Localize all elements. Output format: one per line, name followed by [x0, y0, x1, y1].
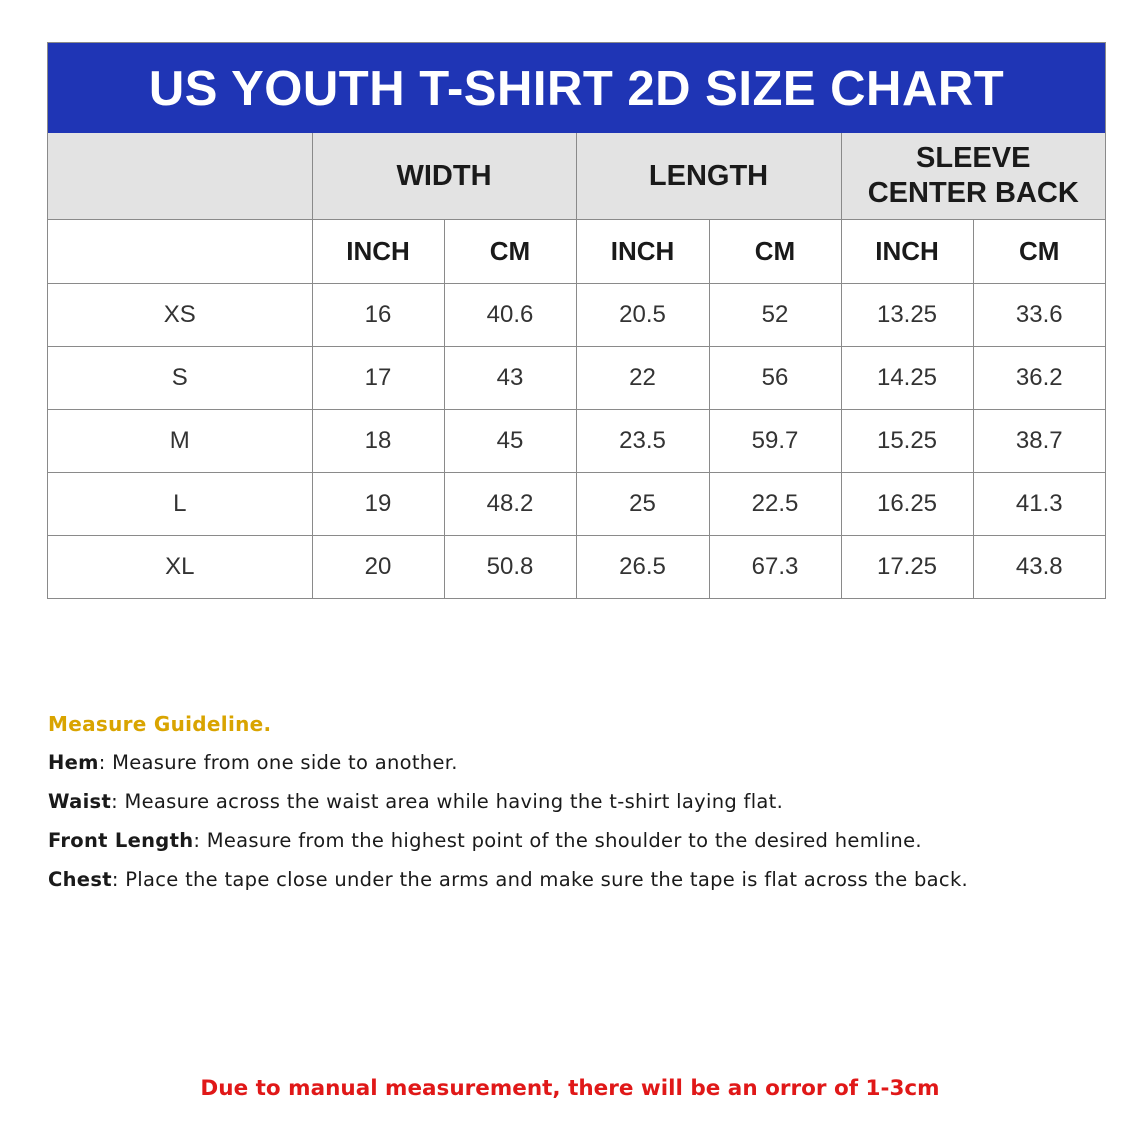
- table-cell: 33.6: [973, 284, 1105, 347]
- guideline-term: Waist: [48, 790, 112, 813]
- table-cell: 14.25: [841, 347, 973, 410]
- table-cell: 43.8: [973, 536, 1105, 599]
- table-cell: 45: [444, 410, 576, 473]
- group-header-width: WIDTH: [312, 133, 576, 220]
- table-row: [48, 536, 1105, 599]
- guideline-text: : Measure from one side to another.: [98, 751, 458, 774]
- guideline-item-hem: [48, 750, 1118, 789]
- unit-header: INCH: [841, 220, 973, 284]
- guideline-text: : Measure from the highest point of the shoulder to the desired hemline.: [193, 829, 922, 852]
- guideline-item-waist: [48, 789, 1118, 828]
- group-header-row: [48, 133, 1105, 220]
- table-cell: 59.7: [709, 410, 841, 473]
- group-header-sleeve: SLEEVE CENTER BACK: [841, 133, 1105, 220]
- measurement-error-note: Due to manual measurement, there will be an orror of 1-3cm: [200, 1076, 940, 1101]
- table-cell: 56: [709, 347, 841, 410]
- table-row: [48, 410, 1105, 473]
- table-cell: 20.5: [576, 284, 709, 347]
- guideline-term: Front Length: [48, 829, 194, 852]
- unit-header: INCH: [576, 220, 709, 284]
- table-cell: 17: [312, 347, 444, 410]
- table-cell: 16: [312, 284, 444, 347]
- chart-title: US YOUTH T-SHIRT 2D SIZE CHART: [48, 43, 1105, 133]
- unit-header: CM: [444, 220, 576, 284]
- table-cell: 52: [709, 284, 841, 347]
- table-cell: 40.6: [444, 284, 576, 347]
- unit-corner-cell: [48, 220, 312, 284]
- table-cell: 19: [312, 473, 444, 536]
- table-cell: 26.5: [576, 536, 709, 599]
- unit-header: CM: [709, 220, 841, 284]
- size-label: L: [48, 473, 312, 536]
- table-cell: 25: [576, 473, 709, 536]
- table-cell: 23.5: [576, 410, 709, 473]
- size-label: S: [48, 347, 312, 410]
- guideline-term: Hem: [48, 751, 99, 774]
- guideline-term: Chest: [48, 868, 112, 891]
- size-label: M: [48, 410, 312, 473]
- guideline-item-front-length: [48, 828, 1118, 867]
- table-cell: 41.3: [973, 473, 1105, 536]
- table-row: [48, 473, 1105, 536]
- table-cell: 18: [312, 410, 444, 473]
- size-label: XS: [48, 284, 312, 347]
- table-cell: 43: [444, 347, 576, 410]
- table-cell: 67.3: [709, 536, 841, 599]
- table-cell: 50.8: [444, 536, 576, 599]
- group-header-length: LENGTH: [576, 133, 841, 220]
- unit-header-row: [48, 220, 1105, 284]
- size-label: XL: [48, 536, 312, 599]
- table-row: [48, 347, 1105, 410]
- header-corner-cell: [48, 133, 312, 220]
- guideline-text: : Place the tape close under the arms and make sure the tape is flat across the back.: [111, 868, 969, 891]
- guideline-item-chest: [48, 867, 1118, 906]
- table-cell: 48.2: [444, 473, 576, 536]
- table-row: [48, 284, 1105, 347]
- unit-header: INCH: [312, 220, 444, 284]
- table-cell: 22.5: [709, 473, 841, 536]
- table-cell: 17.25: [841, 536, 973, 599]
- size-chart: [47, 42, 1106, 599]
- measure-guideline: [48, 712, 1118, 906]
- table-cell: 22: [576, 347, 709, 410]
- size-table: [48, 133, 1105, 598]
- table-cell: 15.25: [841, 410, 973, 473]
- unit-header: CM: [973, 220, 1105, 284]
- table-cell: 16.25: [841, 473, 973, 536]
- table-cell: 13.25: [841, 284, 973, 347]
- guideline-text: : Measure across the waist area while having the t-shirt laying flat.: [111, 790, 784, 813]
- table-cell: 36.2: [973, 347, 1105, 410]
- table-cell: 20: [312, 536, 444, 599]
- guideline-title: Measure Guideline.: [48, 712, 272, 736]
- table-cell: 38.7: [973, 410, 1105, 473]
